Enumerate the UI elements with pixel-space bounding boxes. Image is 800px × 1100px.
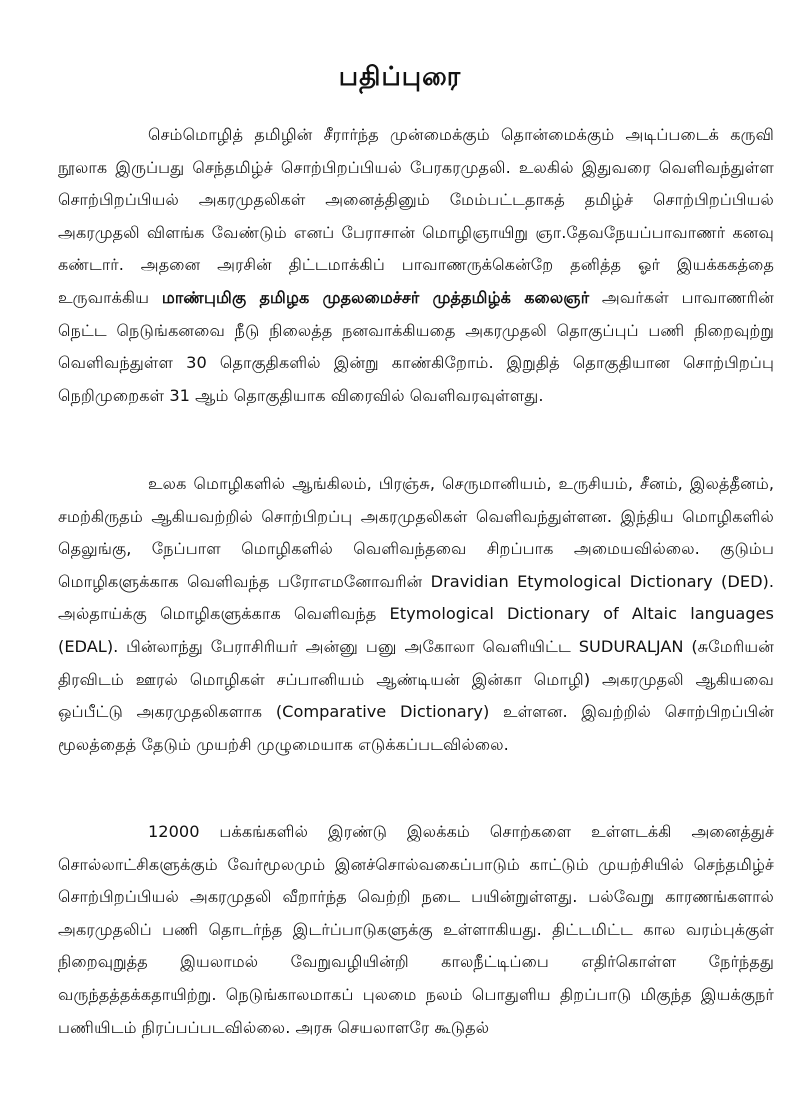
- paragraph-2-text: உலக மொழிகளில் ஆங்கிலம், பிரஞ்சு, செருமானியம், உருசியம், சீனம், இலத்தீனம், சமற்கிருதம் ஆகியவற்றில் சொற்பிறப்பு அகரமுதலிகள் வெளிவந்துள்ளன. இந்திய மொழிகளில் தெலுங்கு, நேப்பாள மொழிகளில் வெளிவந்தவை சிறப்பாக அமையவில்லை. குடும்ப மொழிகளுக்காக வெளிவந்த பரோஎமனோவரின் Dravidian Etymological Dictionary (DED). அல்தாய்க்கு மொழிகளுக்காக வெளிவந்த Etymological Dictionary of Altaic languages (EDAL). பின்லாந்து பேராசிரியர் அன்னு பனு அகோலா வெளியிட்ட SUDURALJAN (சுமேரியன் திரவிடம் ஊரல் மொழிகள் சப்பானியம் ஆண்டியன் இன்கா மொழி) அகரமுதலி ஆகியவை ஒப்பீட்டு அகரமுதலிகளாக (Comparative Dictionary) உள்ளன. இவற்றில் சொற்பிறப்பின் மூலத்தைத் தேடும் முயற்சி முழுமையாக எடுக்கப்படவில்லை.: [58, 474, 774, 754]
- paragraph-1: [58, 119, 774, 412]
- paragraph-2: [58, 468, 774, 761]
- paragraph-1-bold-text: மாண்புமிகு தமிழக முதலமைச்சர் முத்தமிழ்க் கலைஞர்: [161, 287, 590, 307]
- page-title: பதிப்புரை: [338, 62, 462, 92]
- paragraph-1-text-b: அவர்கள் பாவாணரின் நெட்ட நெடுங்கனவை நீடு நிலைத்த நனவாக்கியதை அகரமுதலி தொகுப்புப் பணி நிறைவுற்று வெளிவந்துள்ள 30 தொகுதிகளில் இன்று காண்கிறோம். இறுதித் தொகுதியான சொற்பிறப்பு நெறிமுறைகள் 31 ஆம் தொகுதியாக விரைவில் வெளிவரவுள்ளது.: [58, 287, 774, 405]
- paragraph-3-text: 12000 பக்கங்களில் இரண்டு இலக்கம் சொற்களை உள்ளடக்கி அனைத்துச் சொல்லாட்சிகளுக்கும் வேர்மூலமும் இனச்சொல்வகைப்பாடும் காட்டும் முயற்சியில் செந்தமிழ்ச் சொற்பிறப்பியல் அகரமுதலி வீறார்ந்த வெற்றி நடை பயின்றுள்ளது. பல்வேறு காரணங்களால் அகரமுதலிப் பணி தொடர்ந்த இடர்ப்பாடுகளுக்கு உள்ளாகியது. திட்டமிட்ட கால வரம்புக்குள் நிறைவுறுத்த இயலாமல் வேறுவழியின்றி காலநீட்டிப்பை எதிர்கொள்ள நேர்ந்தது வருந்தத்தக்கதாயிற்று. நெடுங்காலமாகப் புலமை நலம் பொதுளிய திறப்பாடு மிகுந்த இயக்குநர் பணியிடம் நிரப்பப்படவில்லை. அரசு செயலாளரே கூடுதல்: [58, 822, 774, 1037]
- paragraph-3: [58, 816, 774, 1044]
- paragraph-1-text-a: செம்மொழித் தமிழின் சீரார்ந்த முன்மைக்கும் தொன்மைக்கும் அடிப்படைக் கருவி நூலாக இருப்பது செந்தமிழ்ச் சொற்பிறப்பியல் பேரகரமுதலி. உலகில் இதுவரை வெளிவந்துள்ள சொற்பிறப்பியல் அகரமுதலிகள் அனைத்தினும் மேம்பட்டதாகத் தமிழ்ச் சொற்பிறப்பியல் அகரமுதலி விளங்க வேண்டும் எனப் பேராசான் மொழிஞாயிறு ஞா.தேவநேயப்பாவாணர் கனவு கண்டார். அதனை அரசின் திட்டமாக்கிப் பாவாணருக்கென்றே தனித்த ஓர் இயக்ககத்தை உருவாக்கிய: [58, 125, 774, 307]
